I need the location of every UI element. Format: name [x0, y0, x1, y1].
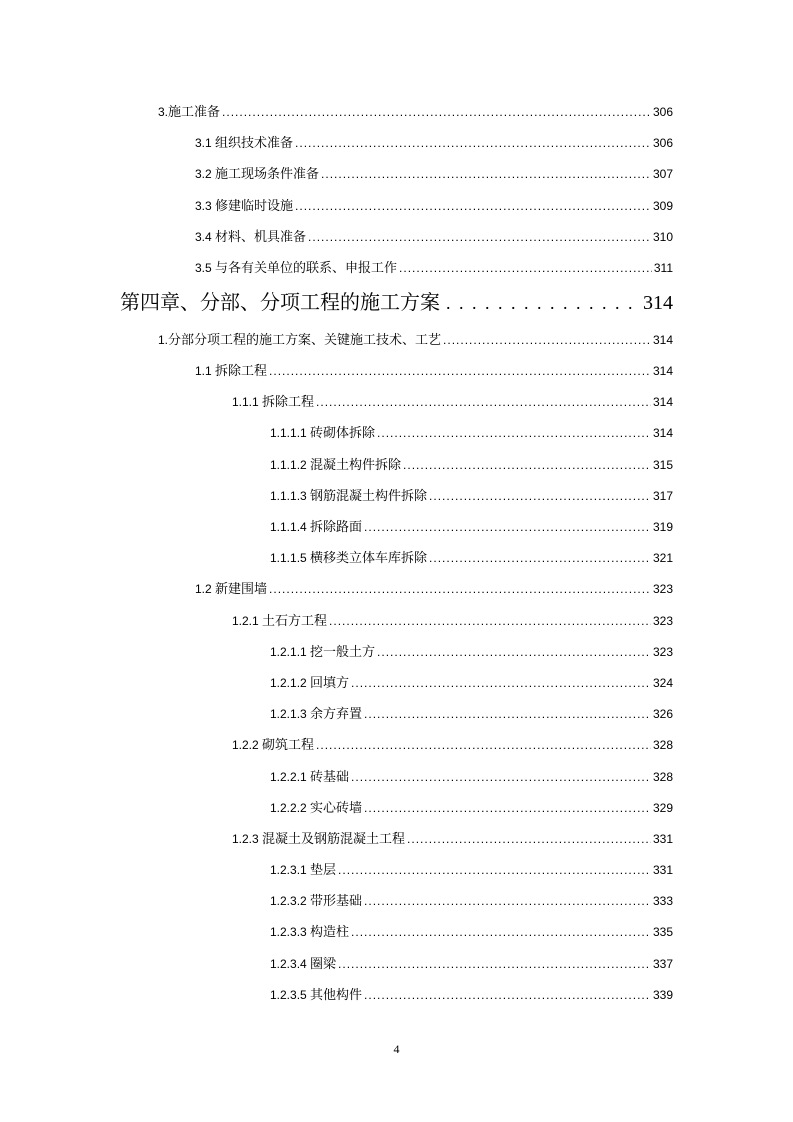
toc-entry-label [232, 386, 314, 418]
dot-leader [364, 980, 651, 1011]
toc-entry[interactable] [0, 823, 793, 854]
toc-entry-label [270, 511, 362, 543]
toc-entry[interactable] [0, 252, 793, 283]
toc-entry[interactable] [0, 449, 793, 480]
toc-entry-label [270, 667, 349, 699]
toc-entry-page-number: 314 [643, 292, 673, 315]
dot-leader [407, 824, 651, 855]
toc-entry-page-number: 321 [652, 551, 673, 566]
toc-entry-title: 混凝土构件拆除 [310, 456, 402, 472]
toc-entry-label [195, 190, 293, 222]
toc-entry-title: 材料、机具准备 [215, 228, 307, 244]
toc-entry-label [270, 885, 362, 917]
toc-entry[interactable] [0, 729, 793, 760]
toc-entry[interactable] [0, 605, 793, 636]
toc-entry-label [270, 792, 362, 824]
dot-leader [321, 159, 651, 190]
dot-leader [295, 191, 651, 222]
dot-leader [364, 886, 651, 917]
toc-entry-title: 带形基础 [310, 893, 363, 909]
dot-leader [364, 793, 651, 824]
toc-entry-title: 施工准备 [168, 104, 221, 119]
toc-entry[interactable] [0, 511, 793, 542]
dot-leader [443, 325, 651, 356]
toc-entry-title: 分部分项工程的施工方案、关键施工技术、工艺 [168, 331, 442, 347]
toc-entry-label [270, 948, 336, 980]
toc-entry-label [270, 854, 336, 886]
toc-entry-title: 钢筋混凝土构件拆除 [310, 487, 428, 503]
toc-entry-label [232, 823, 405, 855]
toc-entry[interactable] [0, 792, 793, 823]
toc-entry[interactable] [0, 386, 793, 417]
toc-entry-page-number: 323 [652, 582, 673, 597]
dot-leader [295, 128, 651, 159]
toc-entry[interactable] [0, 355, 793, 386]
dot-leader [269, 574, 651, 605]
toc-entry[interactable] [0, 127, 793, 158]
toc-entry-page-number: 324 [652, 675, 673, 690]
toc-entry-page-number: 307 [652, 167, 673, 182]
toc-entry[interactable] [0, 979, 793, 1010]
toc-entry-number: 3.3 [195, 198, 216, 213]
toc-entry-number: 3.1 [195, 136, 216, 151]
toc-entry-number: 3.5 [195, 260, 216, 275]
toc-entry[interactable] [0, 667, 793, 698]
toc-entry-page-number: 323 [652, 644, 673, 659]
toc-entry-number: 1. [158, 332, 169, 347]
toc-entry-number: 1.2 [195, 582, 216, 597]
toc-entry-page-number: 311 [653, 260, 673, 275]
toc-entry-page-number: 331 [652, 831, 673, 846]
toc-entry-label [270, 979, 362, 1011]
toc-entry-title: 修建临时设施 [215, 197, 294, 213]
toc-entry-number: 1.2.3.2 [270, 894, 311, 909]
toc-entry[interactable] [0, 698, 793, 729]
dot-leader [377, 418, 651, 449]
toc-entry-number: 1.2.3.3 [270, 925, 311, 940]
toc-entry-label [195, 127, 293, 159]
dot-leader [308, 222, 651, 253]
toc-entry-title: 砌筑工程 [262, 737, 315, 753]
toc-entry[interactable] [0, 573, 793, 604]
toc-entry-number: 1.1.1.3 [270, 488, 311, 503]
toc-entry-number: 1.1.1.1 [270, 426, 311, 441]
toc-entry-title: 其他构件 [310, 986, 363, 1002]
toc-entry-label [120, 283, 440, 326]
toc-entry-title: 新建围墙 [215, 581, 268, 597]
toc-entry-number: 1.2.1.3 [270, 707, 311, 722]
toc-entry-title: 余方弃置 [310, 706, 363, 722]
toc-entry-page-number: 309 [652, 198, 673, 213]
toc-entry-number: 1.2.3.1 [270, 863, 311, 878]
toc-entry-title: 挖一般土方 [310, 643, 376, 659]
toc-entry[interactable] [0, 480, 793, 511]
toc-entry-number: 1.1.1.5 [270, 551, 311, 566]
toc-entry-page-number: 315 [652, 457, 673, 472]
dot-leader [429, 543, 651, 574]
dot-leader [364, 699, 651, 730]
toc-entry[interactable] [0, 854, 793, 885]
toc-entry-label [232, 605, 327, 637]
toc-entry[interactable] [0, 190, 793, 221]
toc-entry-number: 1.2.1.1 [270, 644, 311, 659]
toc-entry[interactable] [0, 542, 793, 573]
toc-entry-label [270, 761, 349, 793]
toc-entry-page-number: 328 [652, 769, 673, 784]
toc-entry-number: 1.2.1.2 [270, 675, 311, 690]
dot-leader [316, 387, 651, 418]
toc-entry-title: 拆除路面 [310, 519, 363, 535]
toc-entry[interactable] [0, 417, 793, 448]
toc-entry[interactable] [0, 96, 793, 127]
toc-entry-number: 1.1.1.2 [270, 457, 311, 472]
toc-entry-page-number: 306 [652, 105, 673, 119]
dot-leader [399, 253, 652, 284]
toc-entry-page-number: 333 [652, 894, 673, 909]
toc-entry-number: 1.1 [195, 364, 216, 379]
toc-entry[interactable] [0, 158, 793, 189]
toc-entry-page-number: 310 [652, 229, 673, 244]
dot-leader [351, 917, 651, 948]
toc-entry-title: 构造柱 [310, 924, 350, 940]
toc-entry-page-number: 306 [652, 136, 673, 151]
toc-entry-label [270, 480, 427, 512]
toc-entry-title: 与各有关单位的联系、申报工作 [215, 259, 398, 275]
toc-entry-page-number: 328 [652, 738, 673, 753]
toc-entry-title: 回填方 [310, 674, 350, 690]
toc-entry-number: 1.2.3 [232, 831, 263, 846]
toc-entry-page-number: 317 [652, 488, 673, 503]
toc-entry[interactable] [0, 221, 793, 252]
toc-entry[interactable] [0, 948, 793, 979]
table-of-contents [0, 96, 793, 1010]
dot-leader [316, 730, 651, 761]
dot-leader [403, 450, 651, 481]
dot-leader [351, 762, 651, 793]
dot-leader [377, 637, 651, 668]
toc-entry-title: 砖基础 [310, 768, 350, 784]
toc-entry-page-number: 319 [652, 520, 673, 535]
toc-entry[interactable] [0, 636, 793, 667]
toc-entry-label [158, 96, 220, 128]
toc-entry-title: 横移类立体车库拆除 [310, 550, 428, 566]
toc-entry-label [270, 542, 427, 574]
dot-leader [429, 481, 651, 512]
toc-entry[interactable] [0, 885, 793, 916]
dot-leader [222, 97, 651, 128]
toc-entry-page-number: 337 [652, 956, 673, 971]
toc-entry-title: 实心砖墙 [310, 799, 363, 815]
toc-entry-label [270, 417, 375, 449]
dot-leader [338, 949, 651, 980]
dot-leader [338, 855, 651, 886]
toc-entry-title: 混凝土及钢筋混凝土工程 [262, 830, 406, 846]
dot-leader [329, 606, 651, 637]
toc-entry-number: 1.2.2.1 [270, 769, 311, 784]
toc-entry-number: 3.4 [195, 229, 216, 244]
toc-entry-number: 1.2.3.4 [270, 956, 311, 971]
chapter-title: 第四章、分部、分项工程的施工方案 [120, 292, 440, 315]
toc-entry-label [195, 252, 397, 284]
toc-entry-label [232, 729, 314, 761]
toc-entry-page-number: 314 [652, 426, 673, 441]
toc-entry-title: 垫层 [310, 862, 337, 878]
toc-entry-label [195, 573, 267, 605]
toc-entry-number: 1.2.2.2 [270, 800, 311, 815]
toc-entry-title: 拆除工程 [215, 363, 268, 379]
dot-leader [351, 668, 651, 699]
toc-entry-number: 1.2.2 [232, 738, 263, 753]
toc-entry-title: 土石方工程 [262, 612, 328, 628]
toc-entry-title: 施工现场条件准备 [215, 166, 320, 182]
toc-entry-number: 3. [158, 105, 169, 119]
toc-entry[interactable] [0, 324, 793, 355]
toc-entry-number: 1.1.1.4 [270, 520, 311, 535]
toc-entry-label [270, 636, 375, 668]
toc-entry-page-number: 314 [652, 332, 673, 347]
dot-leader [269, 356, 651, 387]
toc-entry-number: 1.2.3.5 [270, 987, 311, 1002]
toc-entry-number: 1.2.1 [232, 613, 263, 628]
dot-leader [364, 512, 651, 543]
toc-entry-page-number: 314 [652, 395, 673, 410]
toc-entry-number: 3.2 [195, 167, 216, 182]
toc-entry-label [195, 221, 306, 253]
toc-entry-page-number: 326 [652, 707, 673, 722]
toc-entry-page-number: 323 [652, 613, 673, 628]
toc-entry-number: 1.1.1 [232, 395, 263, 410]
toc-entry-label [270, 449, 401, 481]
toc-entry-page-number: 339 [652, 987, 673, 1002]
toc-entry-label [195, 355, 267, 387]
toc-entry-title: 圈梁 [310, 955, 337, 971]
toc-entry[interactable] [0, 761, 793, 792]
toc-entry-label [270, 698, 362, 730]
toc-entry-title: 砖砌体拆除 [310, 425, 376, 441]
dot-leader [446, 283, 639, 324]
toc-entry-page-number: 331 [652, 863, 673, 878]
toc-entry-label [158, 324, 441, 356]
toc-entry-label [195, 158, 319, 190]
toc-entry[interactable] [0, 916, 793, 947]
toc-entry-title: 组织技术准备 [215, 135, 294, 151]
toc-entry-label [270, 916, 349, 948]
toc-chapter-entry[interactable] [0, 283, 793, 324]
page-number: 4 [393, 1042, 400, 1056]
toc-entry-page-number: 314 [652, 364, 673, 379]
toc-entry-page-number: 329 [652, 800, 673, 815]
toc-entry-page-number: 335 [652, 925, 673, 940]
toc-entry-title: 拆除工程 [262, 394, 315, 410]
